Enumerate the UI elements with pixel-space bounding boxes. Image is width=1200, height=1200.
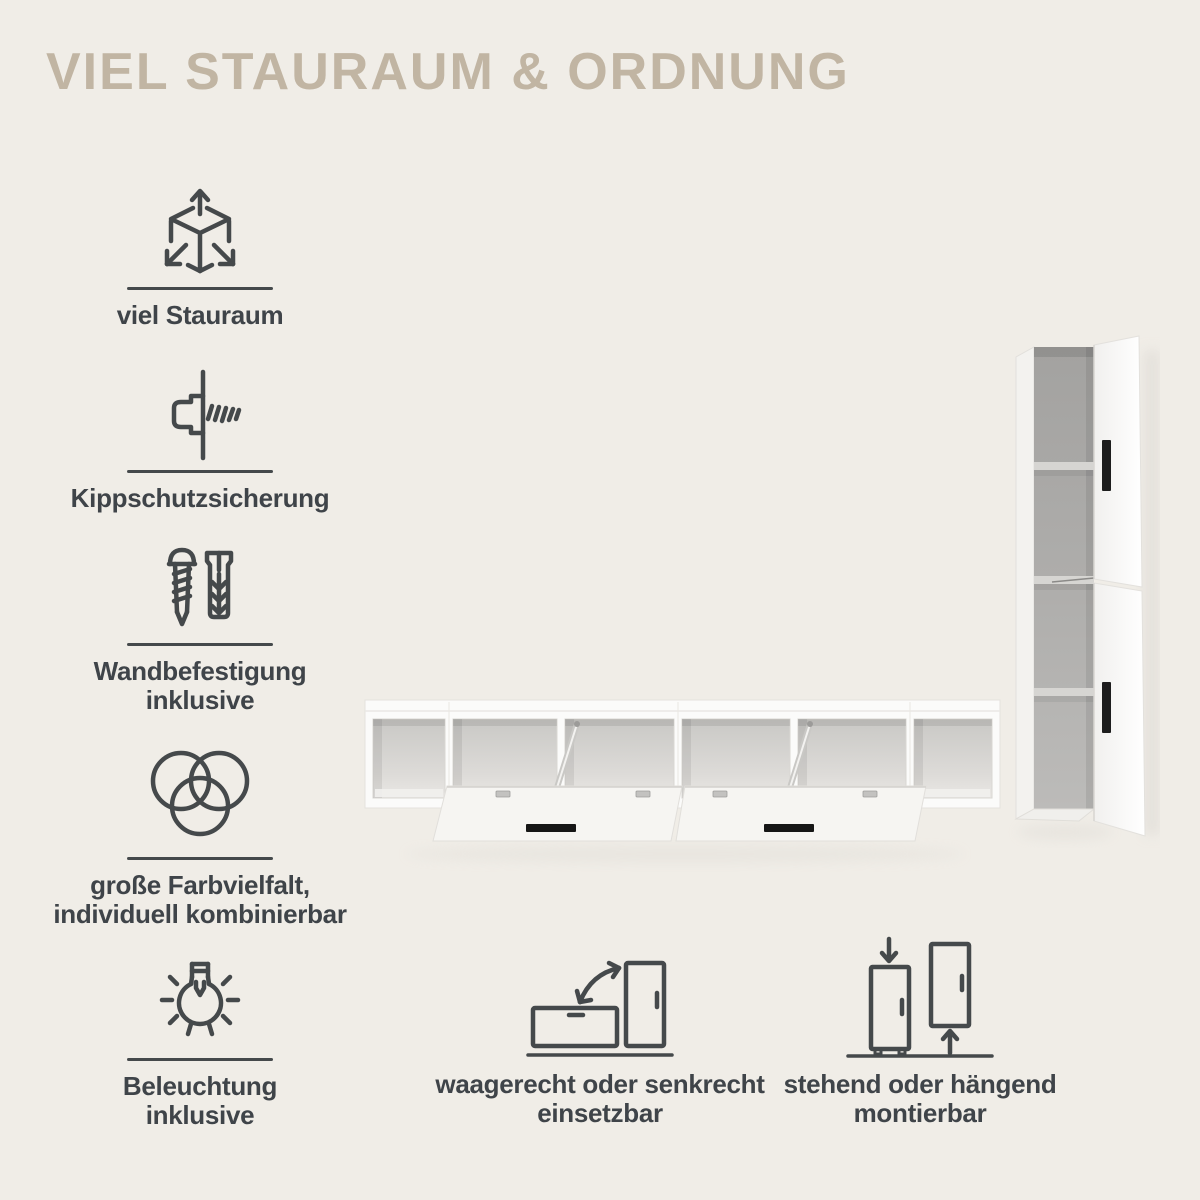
feature-label-line: stehend oder hängend — [783, 1069, 1057, 1099]
separator-line — [127, 287, 273, 290]
feature-label-line: Beleuchtung — [122, 1071, 278, 1101]
mounting-direction-icon — [845, 936, 995, 1058]
orientation-icon — [525, 958, 675, 1058]
feature-label — [784, 1070, 1057, 1128]
feature-label — [123, 1072, 277, 1130]
door-handle — [1102, 682, 1111, 733]
feature-label-line: Kippschutzsicherung — [70, 483, 330, 513]
cabinet-door-upper — [1094, 336, 1142, 587]
feature-label-line: inklusive — [145, 1100, 255, 1130]
separator-line — [127, 1058, 273, 1061]
feature-item-farbvielfalt — [30, 748, 370, 929]
feature-label-line: einsetzbar — [537, 1098, 663, 1128]
door-handle — [1102, 440, 1111, 491]
color-circles-icon — [145, 748, 255, 851]
feature-label-line: montierbar — [853, 1098, 987, 1128]
feature-label-line: waagerecht oder senkrecht — [435, 1069, 765, 1099]
cabinet-door-lower — [1094, 583, 1145, 836]
feature-label-line: inklusive — [145, 685, 255, 715]
feature-item-mounting — [740, 936, 1100, 1128]
feature-label — [117, 301, 284, 330]
feature-label — [53, 871, 346, 929]
cube-arrows-icon — [148, 183, 252, 281]
separator-line — [127, 643, 273, 646]
feature-item-orientation — [420, 958, 780, 1128]
tipover-protection-icon — [150, 364, 250, 464]
door-handle — [764, 824, 814, 832]
separator-line — [127, 470, 273, 473]
feature-label — [435, 1070, 764, 1128]
flap-door-left-open — [433, 786, 682, 841]
feature-item-beleuchtung — [30, 958, 370, 1130]
feature-label-line: Wandbefestigung — [93, 656, 307, 686]
light-bulb-icon — [150, 958, 250, 1052]
feature-label — [71, 484, 330, 513]
product-image-wall-storage — [340, 320, 1160, 880]
sideboard — [365, 700, 1000, 863]
screw-dowel-icon — [150, 540, 250, 637]
separator-line — [127, 857, 273, 860]
feature-label-line: individuell kombinierbar — [53, 899, 347, 929]
feature-label — [94, 657, 307, 715]
flap-door-right-open — [676, 786, 926, 841]
door-handle — [526, 824, 576, 832]
feature-label-line: große Farbvielfalt, — [90, 870, 310, 900]
cabinet-side-panel — [1016, 347, 1034, 819]
feature-item-kippschutz — [30, 364, 370, 513]
feature-item-wandbefestigung — [30, 540, 370, 715]
tall-cabinet — [1016, 336, 1160, 840]
page-title: VIEL STAURAUM & ORDNUNG — [46, 43, 850, 101]
feature-item-stauraum — [30, 183, 370, 330]
feature-label-line: viel Stauraum — [116, 300, 284, 330]
